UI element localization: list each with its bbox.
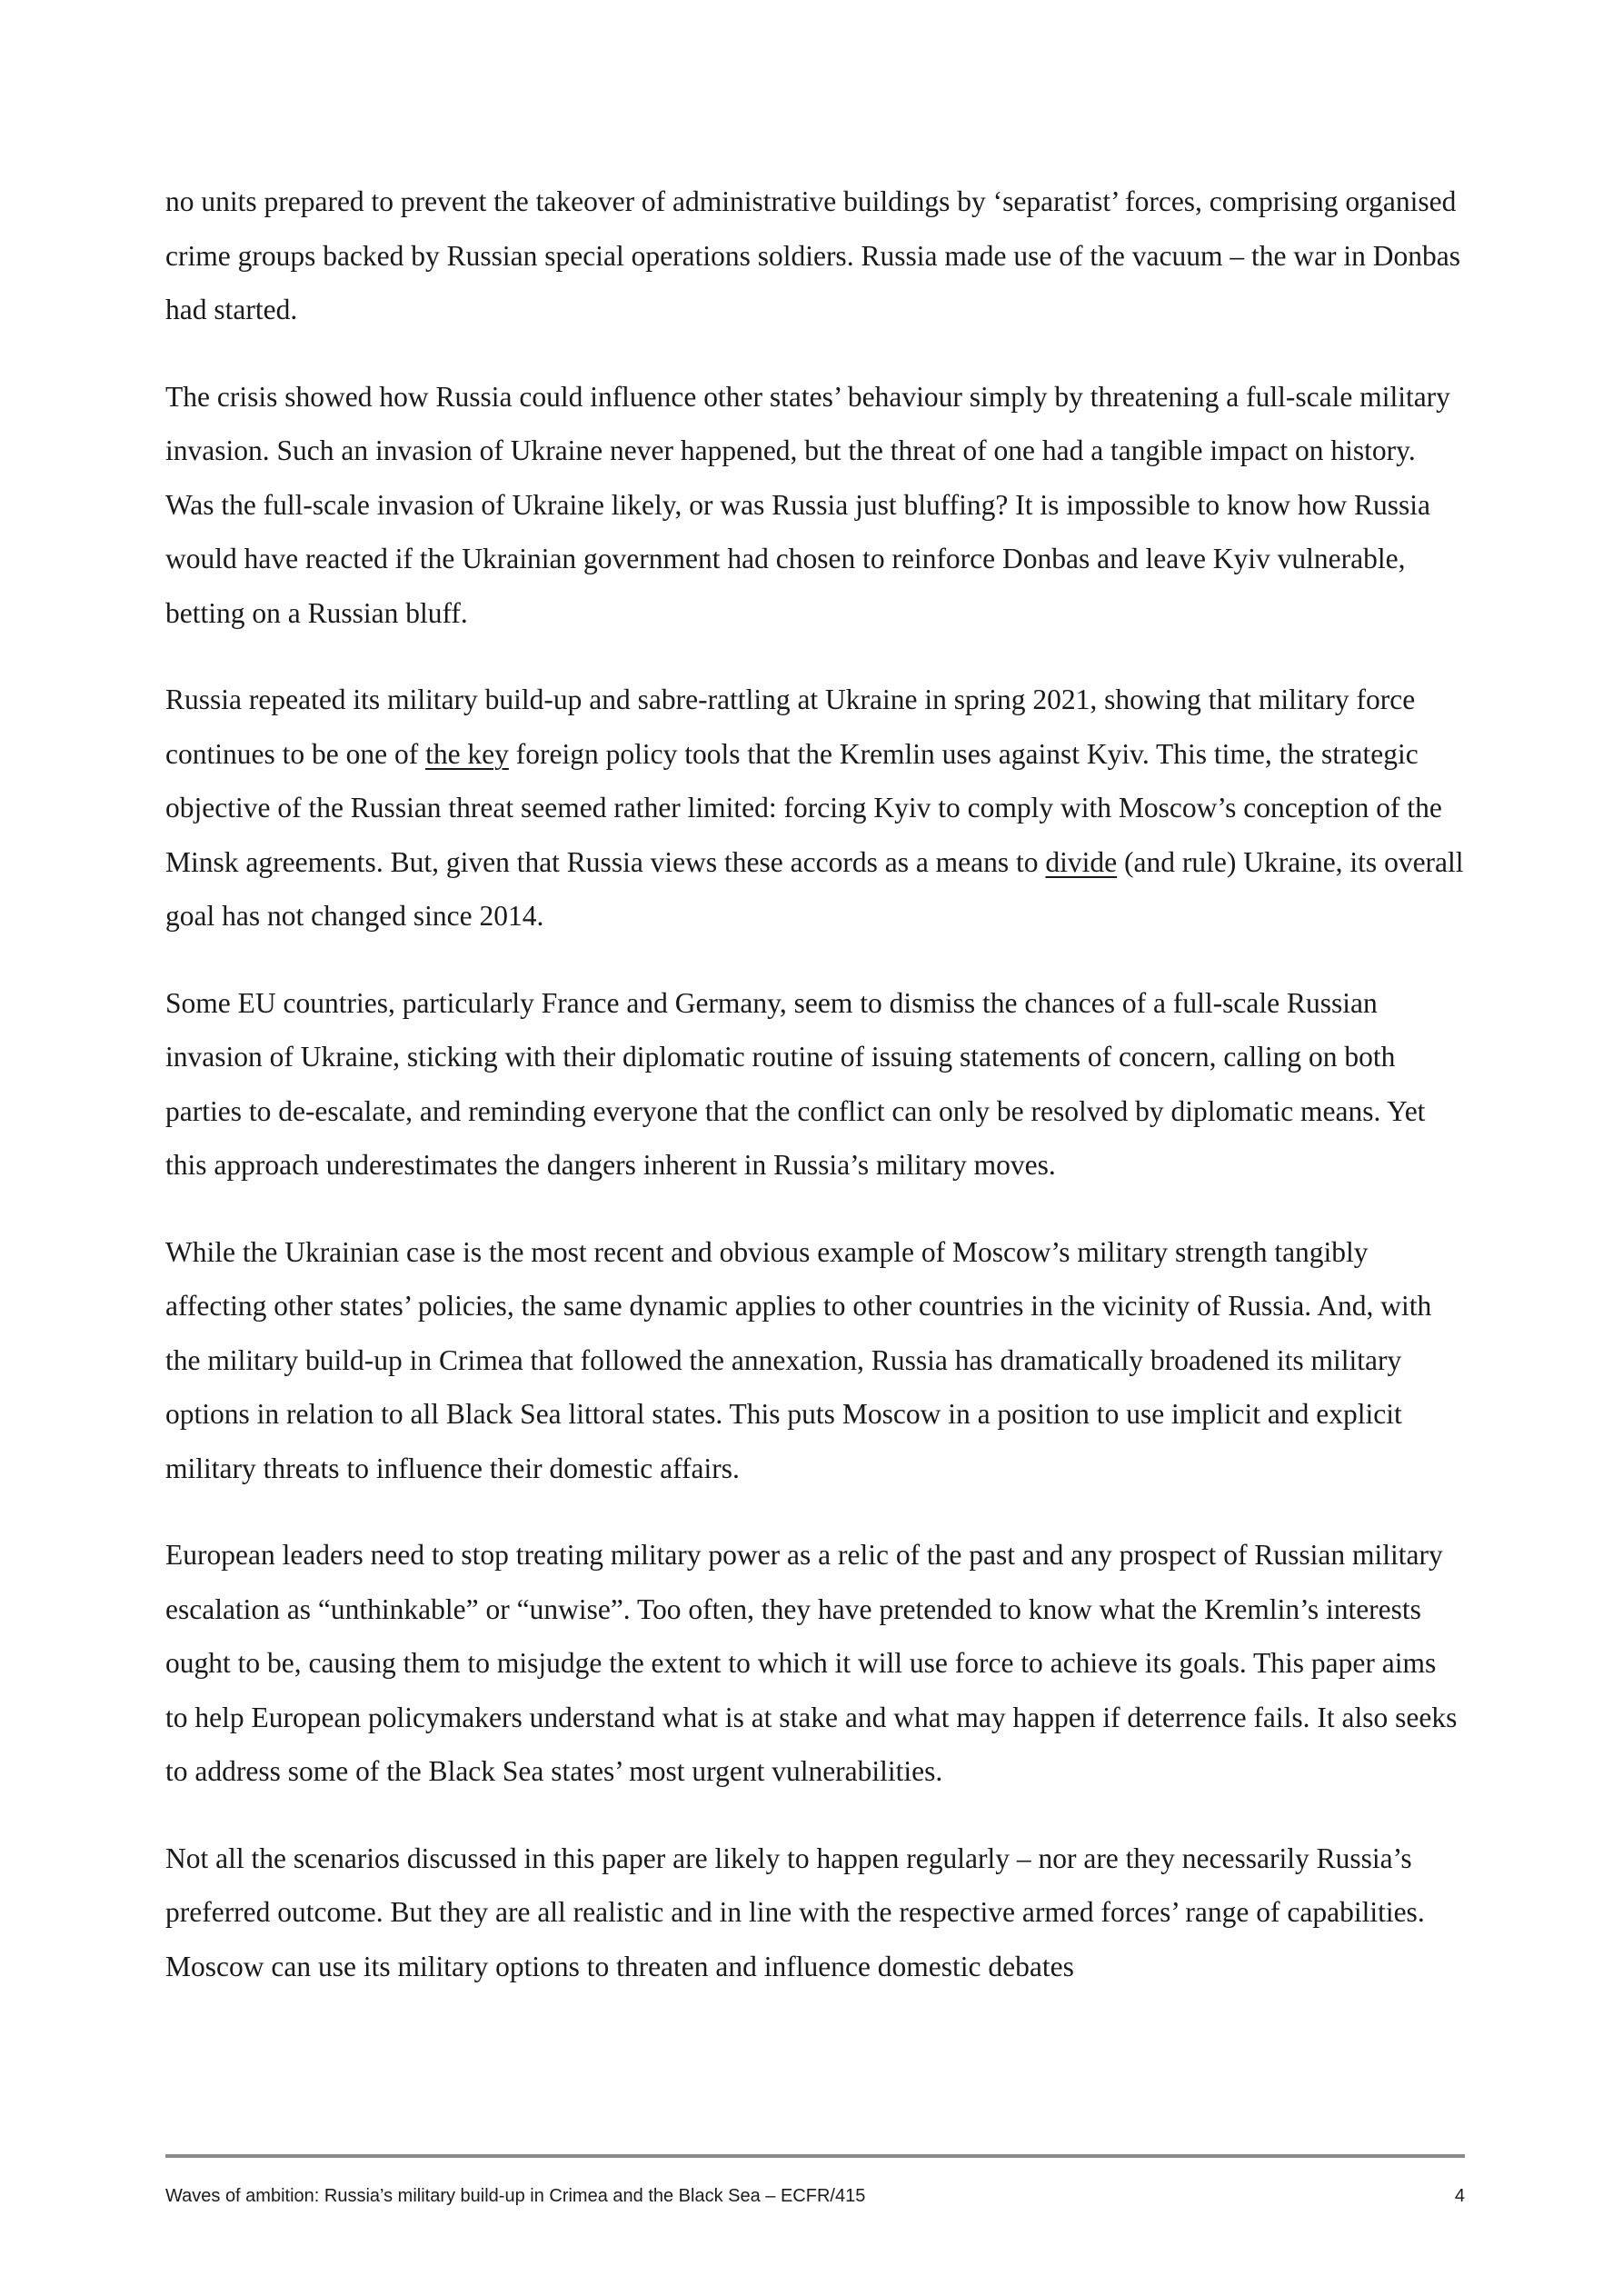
paragraph-2: The crisis showed how Russia could influence other states’ behaviour simply by threatening a full-scale military invasion. Such an invasion of Ukraine never happened, but the threat of one had a tangible impact on history. Was the full-scale invasion of Ukraine likely, or was Russia just bluffing? It is impossible to know how Russia would have reacted if the Ukrainian government had chosen to reinforce Donbas and leave Kyiv vulnerable, betting on a Russian bluff. bbox=[165, 380, 1450, 629]
footer-title: Waves of ambition: Russia’s military build-up in Crimea and the Black Sea – ECFR/415 bbox=[165, 2186, 866, 2206]
page-number: 4 bbox=[1454, 2186, 1465, 2206]
paragraph-6: European leaders need to stop treating military power as a relic of the past and any prospect of Russian military escalation as “unthinkable” or “unwise”. Too often, they have pretended to know what the Kremlin’s interests ought to be, causing them to misjudge the extent to which it will use force to achieve its goals. This paper aims to help European policymakers understand what is at stake and what may happen if deterrence fails. It also seeks to address some of the Black Sea states’ most urgent vulnerabilities. bbox=[165, 1539, 1458, 1787]
page-footer bbox=[165, 2186, 1465, 2207]
the-key-link[interactable]: the key bbox=[425, 737, 509, 770]
paragraph-3-text-a: Russia repeated its military build-up and sabre-rattling at Ukraine in spring 2021, showing that military force continues to be one of bbox=[165, 684, 1416, 770]
paragraph-4: Some EU countries, particularly France and Germany, seem to dismiss the chances of a full-scale Russian invasion of Ukraine, sticking with their diplomatic routine of issuing statements of concern, calling on both parties to de-escalate, and reminding everyone that the conflict can only be resolved by diplomatic means. Yet this approach underestimates the dangers inherent in Russia’s military moves. bbox=[165, 986, 1426, 1181]
divide-link[interactable]: divide bbox=[1045, 845, 1118, 878]
paragraph-3-text-c: (and rule) Ukraine, its overall goal has not changed since 2014. bbox=[165, 845, 1464, 932]
paragraph-1: no units prepared to prevent the takeover of administrative buildings by ‘separatist’ forces, comprising organised crime groups backed by Russian special operations soldiers. Russia made use of the vacuum – the war in Donbas had started. bbox=[165, 185, 1461, 325]
document-body bbox=[165, 175, 1465, 2026]
paragraph-3-text-b: foreign policy tools that the Kremlin uses against Kyiv. This time, the strategic objective of the Russian threat seemed rather limited: forcing Kyiv to comply with Moscow’s conception of the Minsk agreements. But, given that Russia views these accords as a means to bbox=[165, 737, 1442, 878]
paragraph-7: Not all the scenarios discussed in this paper are likely to happen regularly – nor are they necessarily Russia’s preferred outcome. But they are all realistic and in line with the respective armed forces’ range of capabilities. Moscow can use its military options to threaten and influence domestic debates bbox=[165, 1842, 1425, 1982]
paragraph-5: While the Ukrainian case is the most recent and obvious example of Moscow’s military strength tangibly affecting other states’ policies, the same dynamic applies to other countries in the vicinity of Russia. And, with the military build-up in Crimea that followed the annexation, Russia has dramatically broadened its military options in relation to all Black Sea littoral states. This puts Moscow in a position to use implicit and explicit military threats to influence their domestic affairs. bbox=[165, 1235, 1432, 1484]
paragraph-3 bbox=[165, 673, 1465, 943]
footer-divider bbox=[165, 2154, 1465, 2158]
